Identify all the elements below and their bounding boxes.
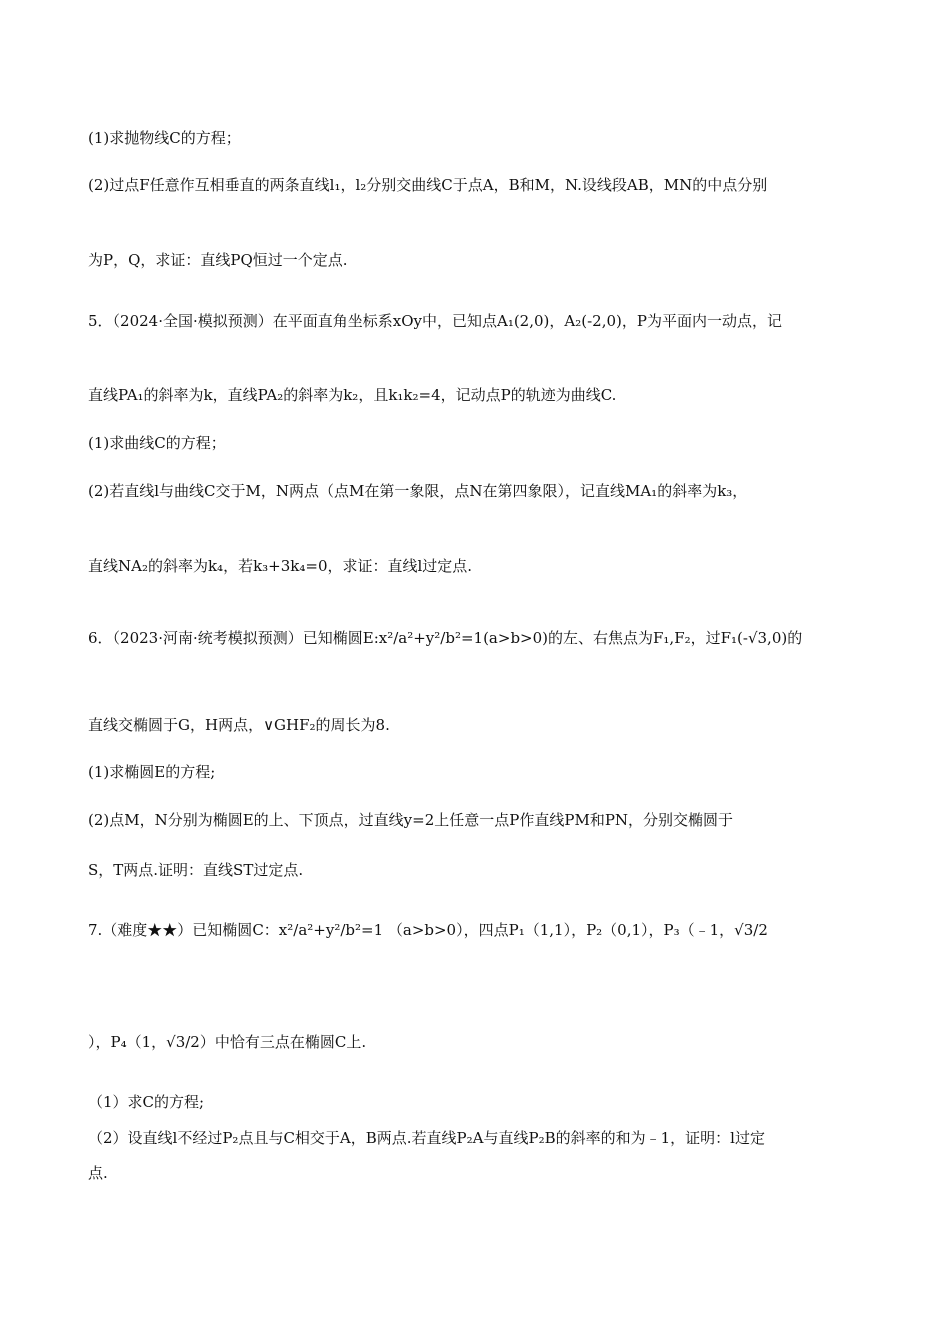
q5-part2-line2: 直线NA₂的斜率为k₄，若k₃+3k₄=0，求证：直线l过定点. [88, 557, 473, 575]
q6-part2-line2: S，T两点.证明：直线ST过定点. [88, 861, 304, 879]
q7-stem-line1: 7.（难度★★）已知椭圆C：x²/a²+y²/b²=1 （a>b>0），四点P₁（1,1），P₂（0,1），P₃（﹣1，√3/2 [88, 921, 768, 939]
q4-part1: (1)求抛物线C的方程； [88, 129, 241, 147]
q7-part1: （1）求C的方程; [88, 1093, 205, 1111]
q5-part2-line1: (2)若直线l与曲线C交于M，N两点（点M在第一象限，点N在第四象限），记直线MA₁的斜率为k₃， [88, 482, 748, 500]
q5-stem-line2: 直线PA₁的斜率为k，直线PA₂的斜率为k₂，且k₁k₂=4，记动点P的轨迹为曲线C. [88, 386, 617, 404]
q7-part2-line1: （2）设直线l不经过P₂点且与C相交于A，B两点.若直线P₂A与直线P₂B的斜率的和为﹣1，证明：l过定 [88, 1129, 765, 1147]
q6-stem-line1: 6．（2023·河南·统考模拟预测）已知椭圆E:x²/a²+y²/b²=1(a>b>0)的左、右焦点为F₁,F₂，过F₁(-√3,0)的 [88, 629, 803, 647]
q4-part2-line1: (2)过点F任意作互相垂直的两条直线l₁，l₂分别交曲线C于点A，B和M，N.设线段AB，MN的中点分别 [88, 176, 768, 194]
q4-part2-line2: 为P，Q，求证：直线PQ恒过一个定点. [88, 251, 348, 269]
q6-part2-line1: (2)点M，N分别为椭圆E的上、下顶点，过直线y=2上任意一点P作直线PM和PN，分别交椭圆于 [88, 811, 734, 829]
q5-stem-line1: 5．（2024·全国·模拟预测）在平面直角坐标系xOy中，已知点A₁(2,0)，A₂(-2,0)，P为平面内一动点，记 [88, 312, 782, 330]
q7-part2-line2: 点. [88, 1164, 108, 1182]
q6-stem-line2: 直线交椭圆于G，H两点，∨GHF₂的周长为8. [88, 716, 390, 734]
q5-part1: (1)求曲线C的方程； [88, 434, 226, 452]
q7-stem-line2: ），P₄（1，√3/2）中恰有三点在椭圆C上. [88, 1033, 367, 1051]
q6-part1: (1)求椭圆E的方程; [88, 763, 216, 781]
